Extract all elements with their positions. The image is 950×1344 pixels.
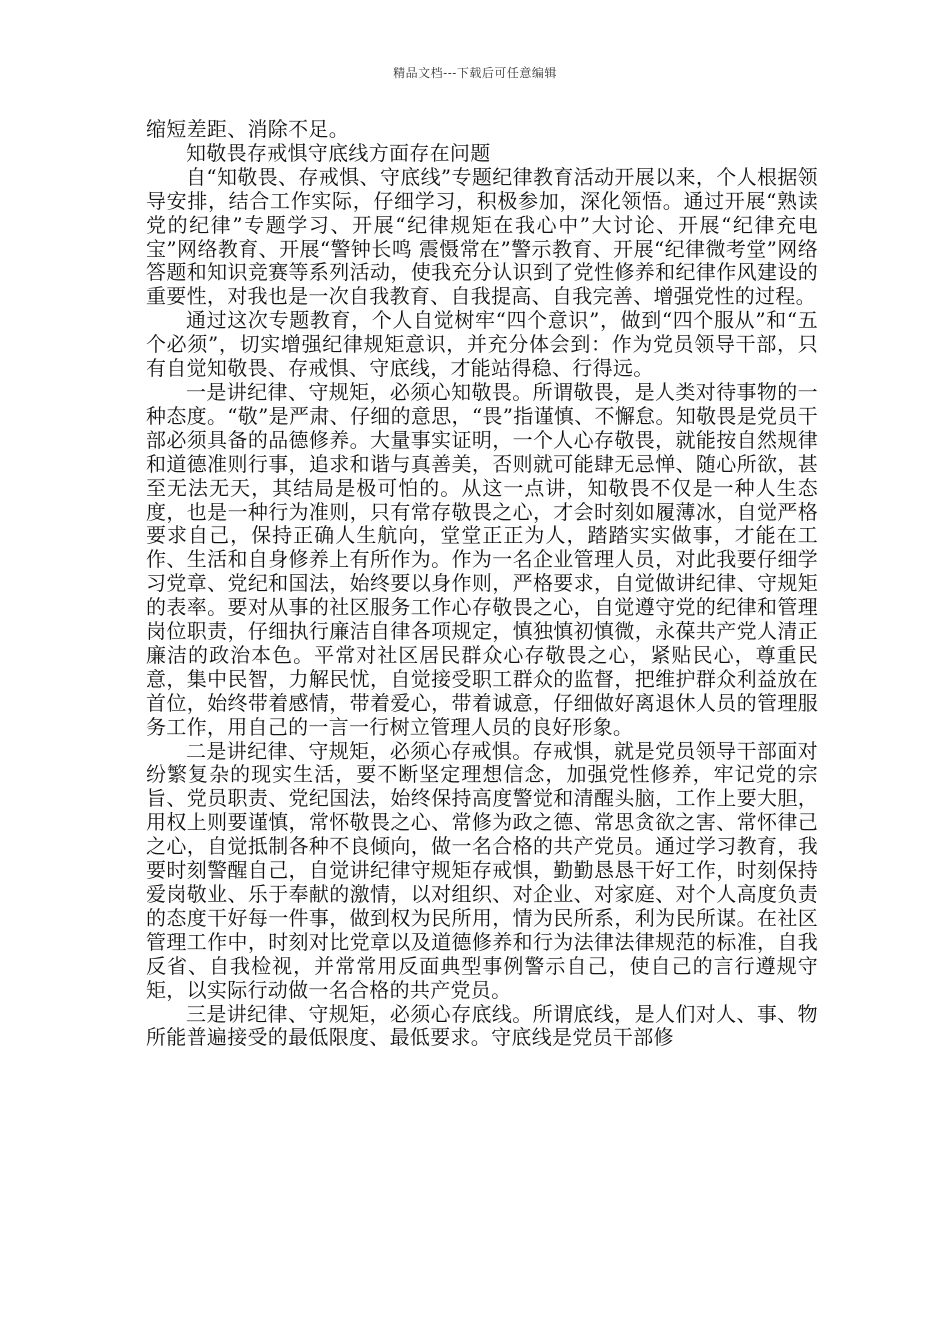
- paragraph: 一是讲纪律、守规矩，必须心知敬畏。所谓敬畏，是人类对待事物的一种态度。“敬”是严肃、仔细的意思，“畏”指谨慎、不懈怠。知敬畏是党员干部必须具备的品德修养。大量事实证明，一个人心存敬畏，就能按自然规律和道德准则行事，追求和谐与真善美，否则就可能肆无忌惮、随心所欲，甚至无法无天，其结局是极可怕的。从这一点讲，知敬畏不仅是一种人生态度，也是一种行为准则，只有常存敬畏之心，才会时刻如履薄冰，自觉严格要求自己，保持正确人生航向，堂堂正正为人，踏踏实实做事，才能在工作、生活和自身修养上有所作为。作为一名企业管理人员，对此我要仔细学习党章、党纪和国法，始终要以身作则，严格要求，自觉做讲纪律、守规矩的表率。要对从事的社区服务工作心存敬畏之心，自觉遵守党的纪律和管理岗位职责，仔细执行廉洁自律各项规定，慎独慎初慎微，永葆共产党人清正廉洁的政治本色。平常对社区居民群众心存敬畏之心，紧贴民心，尊重民意，集中民智，力解民忧，自觉接受职工群众的监督，把维护群众利益放在首位，始终带着感情，带着爱心，带着诚意，仔细做好离退休人员的管理服务工作，用自己的一言一行树立管理人员的良好形象。: [146, 379, 818, 739]
- paragraph: 通过这次专题教育，个人自觉树牢“四个意识”，做到“四个服从”和“五个必须”，切实增强纪律规矩意识，并充分体会到：作为党员领导干部，只有自觉知敬畏、存戒惧、守底线，才能站得稳、行得远。: [146, 308, 818, 381]
- paragraph: 二是讲纪律、守规矩，必须心存戒惧。存戒惧，就是党员领导干部面对纷繁复杂的现实生活，要不断坚定理想信念，加强党性修养，牢记党的宗旨、党员职责、党纪国法，始终保持高度警觉和清醒头脑，工作上要大胆，用权上则要谨慎，常怀敬畏之心、常修为政之德、常思贪欲之害、常怀律己之心，自觉抵制各种不良倾向，做一名合格的共产党员。通过学习教育，我要时刻警醒自己，自觉讲纪律守规矩存戒惧，勤勤恳恳干好工作，时刻保持爱岗敬业、乐于奉献的激情，以对组织、对企业、对家庭、对个人高度负责的态度干好每一件事，做到权为民所用，情为民所系，利为民所谋。在社区管理工作中，时刻对比党章以及道德修养和行为法律法律规范的标准，自我反省、自我检视，并常常用反面典型事例警示自己，使自己的言行遵规守矩，以实际行动做一名合格的共产党员。: [146, 738, 818, 1002]
- paragraph: 三是讲纪律、守规矩，必须心存底线。所谓底线，是人们对人、事、物所能普遍接受的最低限度、最低要求。守底线是党员干部修: [146, 1001, 818, 1050]
- document-body: [146, 118, 818, 1050]
- page-header: 精品文档---下载后可任意编辑: [393, 66, 557, 80]
- paragraph-continuation: 缩短差距、消除不足。: [146, 117, 349, 141]
- section-heading: 知敬畏存戒惧守底线方面存在问题: [186, 140, 491, 165]
- paragraph: 自“知敬畏、存戒惧、守底线”专题纪律教育活动开展以来，个人根据领导安排，结合工作实际，仔细学习，积极参加，深化领悟。通过开展“熟读党的纪律”专题学习、开展“纪律规矩在我心中”大讨论、开展“纪律充电宝”网络教育、开展“警钟长鸣 震慑常在”警示教育、开展“纪律微考堂”网络答题和知识竞赛等系列活动，使我充分认识到了党性修养和纪律作风建设的重要性，对我也是一次自我教育、自我提高、自我完善、增强党性的过程。: [146, 164, 818, 309]
